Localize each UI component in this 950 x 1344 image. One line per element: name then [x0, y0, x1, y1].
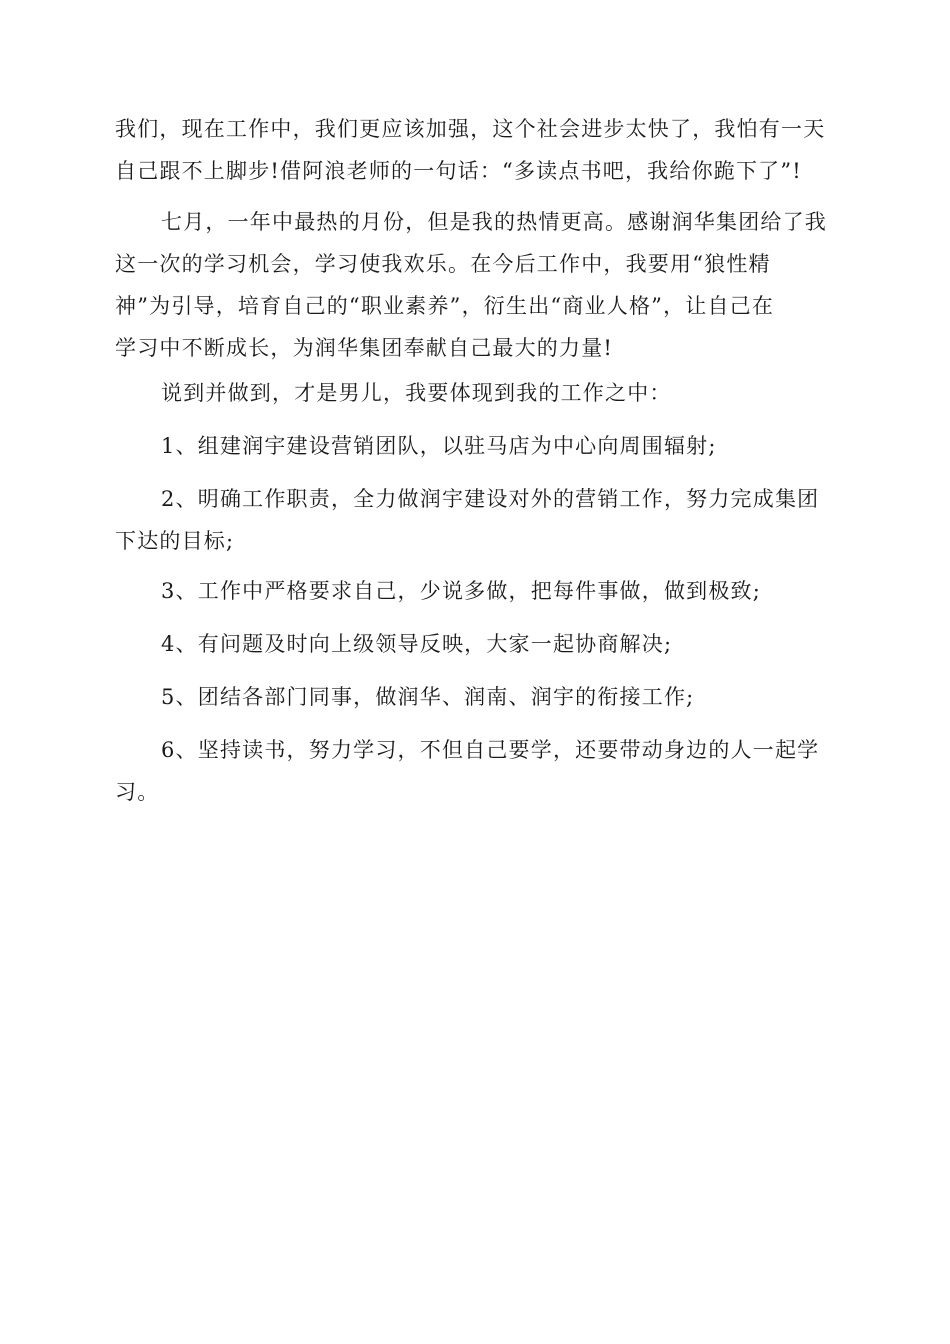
text-line: 学习中不断成长，为润华集团奉献自己最大的力量!: [115, 336, 614, 360]
text-line: 1、组建润宇建设营销团队，以驻马店为中心向周围辐射;: [161, 434, 717, 458]
text-line: 4、有问题及时向上级领导反映，大家一起协商解决;: [161, 632, 673, 656]
text-line: 6、坚持读书，努力学习，不但自己要学，还要带动身边的人一起学: [161, 738, 820, 762]
list-item-6: [115, 729, 835, 813]
text-line: 下达的目标;: [115, 529, 235, 553]
text-line: 这一次的学习机会，学习使我欢乐。在今后工作中，我要用“狼性精: [115, 252, 771, 276]
list-item-5: [115, 676, 835, 718]
list-item-1: [115, 425, 835, 467]
text-line: 我们，现在工作中，我们更应该加强，这个社会进步太快了，我怕有一天: [115, 117, 826, 141]
text-line: 习。: [115, 780, 160, 804]
paragraph-commitment: [115, 372, 835, 414]
text-line: 自己跟不上脚步!借阿浪老师的一句话：“多读点书吧，我给你跪下了”!: [115, 159, 802, 183]
text-line: 5、团结各部门同事，做润华、润南、润宇的衔接工作;: [161, 685, 695, 709]
text-line: 3、工作中严格要求自己，少说多做，把每件事做，做到极致;: [161, 579, 762, 603]
text-line: 2、明确工作职责，全力做润宇建设对外的营销工作，努力完成集团: [161, 487, 820, 511]
paragraph-july: [115, 201, 835, 369]
list-item-2: [115, 478, 835, 562]
text-line: 神”为引导，培育自己的“职业素养”，衍生出“商业人格”，让自己在: [115, 294, 775, 318]
paragraph-continuation: [115, 108, 835, 192]
list-item-4: [115, 623, 835, 665]
text-line: 七月，一年中最热的月份，但是我的热情更高。感谢润华集团给了我: [161, 210, 827, 234]
text-line: 说到并做到，才是男儿，我要体现到我的工作之中：: [161, 381, 672, 405]
list-item-3: [115, 570, 835, 612]
